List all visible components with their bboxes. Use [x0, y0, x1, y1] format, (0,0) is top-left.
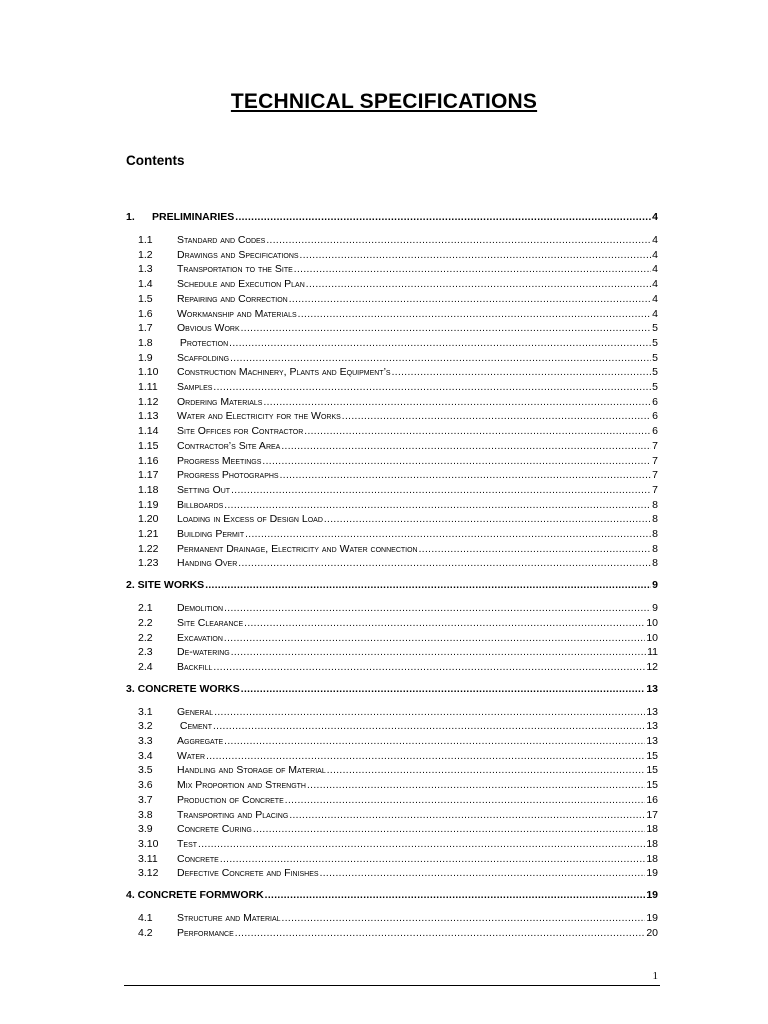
toc-entry-page-number: 7: [652, 439, 658, 452]
toc-entry-number: 1.: [126, 211, 135, 223]
toc-entry[interactable]: [138, 308, 658, 320]
toc-entry[interactable]: [138, 513, 658, 525]
toc-entry-page-number: 9: [652, 579, 658, 592]
toc-entry[interactable]: [138, 735, 658, 747]
toc-entry-page-number: 11: [647, 646, 658, 659]
toc-entry-label: Protection: [177, 336, 229, 349]
toc-entry-page-number: 18: [646, 823, 658, 836]
toc-entry-page-number: 8: [652, 528, 658, 540]
toc-entry-page-number: 5: [652, 381, 658, 393]
toc-entry-page-number: 18: [646, 837, 658, 850]
toc-entry-page-number: 13: [646, 735, 658, 747]
toc-entry-number: 3.11: [138, 852, 158, 865]
toc-entry-label: Permanent Drainage, Electricity and Water connection: [177, 542, 418, 555]
toc-entry-label: 3. CONCRETE WORKS: [126, 682, 240, 695]
toc-entry-number: 1.3: [138, 263, 153, 276]
toc-entry-number: 3.5: [138, 764, 153, 777]
toc-entry[interactable]: [138, 867, 658, 879]
toc-entry-label: Contractor’s Site Area: [177, 439, 281, 452]
toc-entry[interactable]: [138, 455, 658, 467]
toc-entry-page-number: 18: [646, 852, 658, 865]
toc-entry-label: Excavation: [177, 631, 223, 644]
toc-entry-label: General: [177, 705, 214, 718]
page-title: TECHNICAL SPECIFICATIONS: [230, 90, 538, 113]
toc-section-entry[interactable]: [126, 889, 658, 901]
toc-dot-leader: [238, 558, 651, 569]
toc-entry-page-number: 13: [646, 705, 658, 718]
toc-entry-number: 1.7: [138, 322, 153, 335]
toc-entry[interactable]: [138, 750, 658, 762]
toc-entry-number: 1.13: [138, 410, 159, 423]
toc-entry-label: Setting Out: [177, 483, 231, 496]
toc-entry[interactable]: [138, 263, 658, 275]
toc-entry-number: 1.5: [138, 292, 153, 305]
toc-entry-page-number: 10: [646, 616, 658, 629]
toc-entry-label: Progress Meetings: [177, 454, 262, 467]
toc-entry[interactable]: [138, 381, 658, 393]
toc-entry-number: 1.9: [138, 351, 153, 364]
toc-dot-leader: [235, 212, 651, 223]
toc-entry-label: Handling and Storage of Material: [177, 764, 326, 777]
toc-entry-number: 1.1: [138, 234, 153, 246]
toc-entry-label: Concrete Curing: [177, 823, 252, 836]
toc-entry-label: Standard and Codes: [177, 234, 266, 246]
toc-entry-page-number: 7: [652, 483, 658, 496]
contents-heading: Contents: [126, 153, 185, 168]
toc-dot-leader: [294, 264, 651, 275]
toc-entry[interactable]: [138, 927, 658, 939]
toc-entry-label: Workmanship and Materials: [177, 307, 297, 320]
toc-entry[interactable]: [138, 337, 658, 349]
toc-entry-label: Progress Photographs: [177, 469, 279, 482]
toc-dot-leader: [262, 456, 651, 467]
toc-entry-page-number: 9: [652, 602, 658, 615]
toc-entry-label: Schedule and Execution Plan: [177, 278, 305, 291]
toc-entry-number: 1.15: [138, 439, 159, 452]
toc-entry-page-number: 4: [652, 307, 658, 320]
toc-dot-leader: [214, 707, 645, 718]
toc-entry-page-number: 8: [652, 557, 658, 570]
toc-entry-label: Production of Concrete: [177, 793, 284, 806]
toc-dot-leader: [213, 662, 645, 673]
toc-entry-page-number: 4: [652, 263, 658, 276]
toc-entry-page-number: 6: [652, 395, 658, 408]
toc-entry[interactable]: [138, 557, 658, 569]
toc-entry-page-number: 6: [652, 425, 658, 438]
toc-section-entry[interactable]: [126, 683, 658, 695]
toc-entry-page-number: 6: [652, 410, 658, 423]
toc-entry-number: 1.4: [138, 278, 153, 291]
toc-dot-leader: [300, 250, 652, 261]
toc-entry-page-number: 12: [646, 660, 658, 673]
toc-entry[interactable]: [138, 293, 658, 305]
toc-dot-leader: [231, 647, 646, 658]
toc-entry-page-number: 8: [652, 513, 658, 526]
toc-entry-page-number: 4: [652, 292, 658, 305]
toc-entry-page-number: 5: [652, 351, 658, 364]
toc-entry-number: 3.10: [138, 837, 159, 850]
toc-entry-label: Construction Machinery, Plants and Equipment’s: [177, 366, 391, 379]
footer-rule: [124, 985, 660, 986]
toc-entry-number: 1.21: [138, 528, 159, 540]
toc-entry-number: 2.2: [138, 631, 153, 644]
toc-entry-number: 1.16: [138, 454, 159, 467]
toc-entry[interactable]: [138, 440, 658, 452]
toc-entry[interactable]: [138, 706, 658, 718]
toc-entry-number: 1.19: [138, 498, 159, 511]
toc-entry-number: 1.22: [138, 542, 159, 555]
toc-entry[interactable]: [138, 234, 658, 246]
toc-dot-leader: [231, 485, 651, 496]
toc-entry-label: Mix Proportion and Strength: [177, 779, 306, 792]
toc-entry-number: 3.3: [138, 735, 153, 747]
toc-dot-leader: [205, 580, 651, 591]
toc-dot-leader: [235, 928, 646, 939]
toc-entry-label: Transportation to the Site: [177, 263, 293, 276]
toc-dot-leader: [281, 441, 651, 452]
toc-entry-label: 4. CONCRETE FORMWORK: [126, 889, 264, 901]
toc-entry[interactable]: [138, 794, 658, 806]
toc-entry[interactable]: [138, 469, 658, 481]
toc-entry[interactable]: [138, 425, 658, 437]
toc-entry-number: 3.12: [138, 867, 159, 880]
toc-entry[interactable]: [138, 720, 658, 732]
toc-dot-leader: [220, 854, 646, 865]
toc-dot-leader: [342, 411, 651, 422]
toc-entry[interactable]: [138, 322, 658, 334]
toc-entry-label: Concrete: [177, 852, 219, 865]
toc-entry[interactable]: [138, 617, 658, 629]
toc-entry-page-number: 5: [652, 366, 658, 379]
toc-entry[interactable]: [138, 410, 658, 422]
toc-entry[interactable]: [138, 543, 658, 555]
toc-entry-number: 1.20: [138, 513, 159, 526]
toc-entry-label: Scaffolding: [177, 351, 230, 364]
toc-entry-number: 3.6: [138, 779, 153, 792]
toc-entry-label: Loading in Excess of Design Load: [177, 513, 323, 526]
toc-entry[interactable]: [138, 764, 658, 776]
toc-entry-page-number: 4: [652, 248, 658, 261]
toc-dot-leader: [213, 721, 645, 732]
toc-entry-label: Water: [177, 749, 206, 762]
toc-dot-leader: [419, 544, 652, 555]
toc-entry-number: 1.10: [138, 366, 159, 379]
toc-entry[interactable]: [138, 809, 658, 821]
toc-entry-label: Ordering Materials: [177, 395, 263, 408]
toc-entry-label: Water and Electricity for the Works: [177, 410, 341, 423]
toc-entry-page-number: 8: [652, 542, 658, 555]
toc-entry-page-number: 15: [646, 779, 658, 792]
toc-dot-leader: [282, 913, 646, 924]
toc-entry-number: 2.3: [138, 646, 153, 659]
toc-section-entry[interactable]: [126, 579, 658, 591]
toc-dot-leader: [230, 353, 651, 364]
toc-entry-page-number: 4: [652, 234, 658, 246]
toc-dot-leader: [392, 367, 652, 378]
toc-dot-leader: [206, 751, 645, 762]
toc-dot-leader: [198, 839, 645, 850]
toc-dot-leader: [224, 633, 645, 644]
toc-entry[interactable]: [138, 602, 658, 614]
toc-dot-leader: [324, 514, 651, 525]
toc-entry-label: Billboards: [177, 498, 224, 511]
toc-entry-label: Backfill: [177, 660, 213, 673]
toc-entry-number: 1.2: [138, 248, 153, 261]
toc-entry-page-number: 8: [652, 498, 658, 511]
toc-entry-page-number: 15: [646, 749, 658, 762]
toc-dot-leader: [263, 397, 651, 408]
toc-dot-leader: [304, 426, 651, 437]
toc-entry-number: 1.18: [138, 483, 159, 496]
toc-entry-number: 3.9: [138, 823, 153, 836]
toc-dot-leader: [285, 795, 646, 806]
toc-entry-page-number: 5: [652, 336, 658, 349]
toc-dot-leader: [266, 235, 651, 246]
toc-dot-leader: [327, 765, 646, 776]
toc-dot-leader: [241, 684, 646, 695]
toc-entry-label: Drawings and Specifications: [177, 248, 299, 261]
toc-entry-number: 3.7: [138, 793, 153, 806]
toc-entry-page-number: 17: [646, 808, 658, 821]
toc-entry-number: 1.23: [138, 557, 159, 570]
toc-entry-label: Samples: [177, 381, 213, 393]
toc-entry-page-number: 20: [646, 926, 658, 939]
toc-entry-label: Handing Over: [177, 557, 238, 570]
toc-entry-page-number: 15: [646, 764, 658, 777]
toc-entry-number: 3.4: [138, 749, 153, 762]
toc-entry-label: Performance: [177, 926, 234, 939]
toc-entry[interactable]: [138, 484, 658, 496]
toc-entry[interactable]: [138, 912, 658, 924]
toc-dot-leader: [289, 294, 651, 305]
toc-entry-label: Structure and Material: [177, 912, 281, 924]
toc-entry-label: De-watering: [177, 646, 230, 659]
toc-entry-label: Building Permit: [177, 528, 245, 540]
toc-entry-page-number: 7: [652, 469, 658, 482]
toc-entry-number: 2.2: [138, 616, 153, 629]
toc-dot-leader: [265, 890, 646, 901]
toc-dot-leader: [213, 382, 651, 393]
toc-entry-label: Cement: [177, 720, 212, 733]
toc-entry-page-number: 10: [646, 631, 658, 644]
toc-dot-leader: [224, 500, 651, 511]
toc-entry[interactable]: [138, 646, 658, 658]
toc-entry[interactable]: [138, 366, 658, 378]
toc-entry-label: Site Clearance: [177, 616, 244, 629]
toc-entry[interactable]: [138, 528, 658, 540]
toc-entry-label: Demolition: [177, 602, 224, 615]
toc-entry-label: Transporting and Placing: [177, 808, 289, 821]
toc-entry-number: 3.2: [138, 720, 153, 733]
toc-entry-page-number: 4: [652, 278, 658, 291]
toc-entry-number: 1.8: [138, 336, 153, 349]
toc-entry[interactable]: [138, 661, 658, 673]
toc-dot-leader: [320, 868, 646, 879]
toc-dot-leader: [280, 470, 652, 481]
toc-entry-page-number: 19: [646, 912, 658, 924]
toc-entry[interactable]: [138, 499, 658, 511]
toc-entry-label: Site Offices for Contractor: [177, 425, 304, 438]
toc-entry[interactable]: [138, 779, 658, 791]
toc-entry[interactable]: [138, 249, 658, 261]
toc-dot-leader: [229, 338, 651, 349]
toc-entry[interactable]: [138, 352, 658, 364]
footer-page-number: 1: [652, 970, 658, 982]
toc-dot-leader: [253, 824, 645, 835]
toc-dot-leader: [224, 603, 651, 614]
toc-dot-leader: [224, 736, 645, 747]
toc-entry[interactable]: [138, 823, 658, 835]
toc-entry[interactable]: [138, 278, 658, 290]
toc-entry-page-number: 4: [652, 211, 658, 223]
toc-entry-page-number: 16: [646, 793, 658, 806]
toc-entry-number: 1.14: [138, 425, 159, 438]
toc-entry[interactable]: [138, 632, 658, 644]
toc-entry-page-number: 13: [646, 720, 658, 733]
toc-entry-label: Obvious Work: [177, 322, 240, 335]
toc-dot-leader: [289, 810, 645, 821]
toc-dot-leader: [245, 529, 651, 540]
toc-dot-leader: [244, 618, 645, 629]
toc-entry-label: Repairing and Correction: [177, 292, 288, 305]
toc-entry-number: 1.6: [138, 307, 153, 320]
toc-dot-leader: [241, 323, 652, 334]
toc-entry-page-number: 13: [646, 682, 658, 695]
toc-dot-leader: [298, 309, 651, 320]
toc-entry[interactable]: [138, 838, 658, 850]
toc-dot-leader: [306, 279, 651, 290]
toc-entry-number: 4.2: [138, 926, 153, 939]
toc-entry-number: 1.11: [138, 381, 158, 393]
toc-entry-number: 2.1: [138, 602, 153, 615]
toc-entry-number: 2.4: [138, 660, 153, 673]
toc-entry-page-number: 5: [652, 322, 658, 335]
toc-entry[interactable]: [138, 853, 658, 865]
toc-entry-label: Test: [177, 837, 198, 850]
toc-dot-leader: [307, 780, 645, 791]
toc-entry-label: Aggregate: [177, 735, 224, 747]
toc-entry-number: 3.8: [138, 808, 153, 821]
toc-entry-number: 4.1: [138, 912, 153, 924]
toc-entry-label: Defective Concrete and Finishes: [177, 867, 319, 880]
toc-entry[interactable]: [138, 396, 658, 408]
toc-entry-label: PRELIMINARIES: [152, 211, 235, 223]
toc-entry-page-number: 19: [646, 889, 658, 901]
toc-entry-page-number: 19: [646, 867, 658, 880]
toc-section-entry[interactable]: [126, 211, 658, 223]
toc-entry-number: 1.12: [138, 395, 159, 408]
toc-entry-label: 2. SITE WORKS: [126, 579, 205, 592]
toc-entry-number: 3.1: [138, 705, 153, 718]
toc-entry-number: 1.17: [138, 469, 159, 482]
toc-entry-page-number: 7: [652, 454, 658, 467]
